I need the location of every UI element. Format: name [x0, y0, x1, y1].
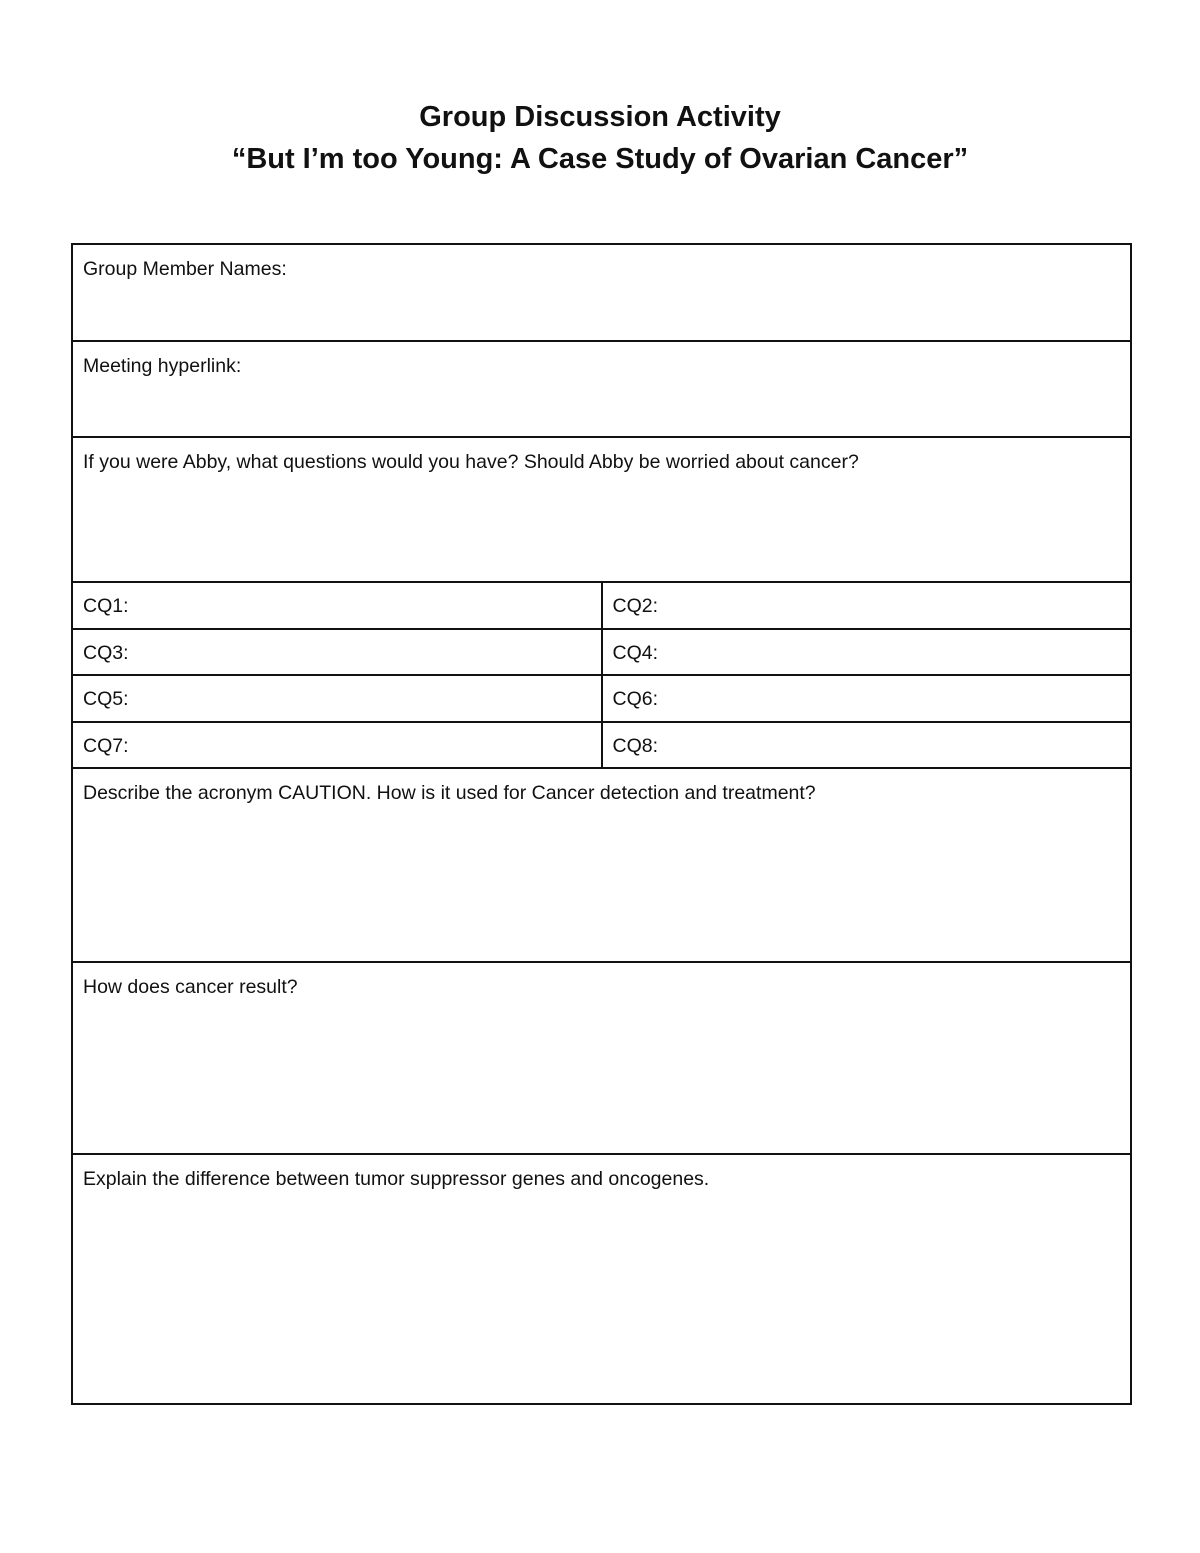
cq6-field[interactable] [602, 675, 1132, 722]
cq8-label: CQ8: [612, 734, 659, 757]
meeting-link-row [72, 341, 1131, 437]
document-subtitle: “But I’m too Young: A Case Study of Ovarian Cancer” [231, 143, 969, 175]
cq7-label: CQ7: [83, 734, 129, 757]
caution-question-label: Describe the acronym CAUTION. How is it used for Cancer detection and treatment? [83, 782, 816, 804]
cq8-field[interactable] [602, 722, 1132, 769]
genes-question-row [72, 1154, 1131, 1404]
cq7-field[interactable] [72, 722, 602, 769]
cq3-label: CQ3: [83, 641, 129, 664]
genes-question-field[interactable] [72, 1154, 1131, 1404]
cq-row [72, 722, 1131, 769]
group-members-field[interactable] [72, 244, 1131, 341]
cq2-label: CQ2: [612, 595, 659, 617]
cq5-label: CQ5: [83, 688, 129, 710]
document-header [0, 96, 1200, 180]
cancer-result-label: How does cancer result? [83, 976, 298, 998]
cq6-label: CQ6: [612, 688, 659, 710]
meeting-link-label: Meeting hyperlink: [83, 355, 242, 377]
cq1-field[interactable] [72, 582, 602, 629]
cancer-result-field[interactable] [72, 962, 1131, 1154]
abby-question-label: If you were Abby, what questions would you have? Should Abby be worried about cancer? [83, 451, 859, 473]
cq-row [72, 582, 1131, 629]
cancer-result-row [72, 962, 1131, 1154]
group-members-label: Group Member Names: [83, 258, 287, 280]
abby-question-row [72, 437, 1131, 582]
cq4-label: CQ4: [612, 641, 659, 664]
caution-question-field[interactable] [72, 768, 1131, 962]
cq4-field[interactable] [602, 629, 1132, 676]
cq-row [72, 629, 1131, 676]
caution-question-row [72, 768, 1131, 962]
worksheet-table [71, 243, 1132, 1405]
cq2-field[interactable] [602, 582, 1132, 629]
meeting-link-field[interactable] [72, 341, 1131, 437]
abby-question-field[interactable] [72, 437, 1131, 582]
cq1-label: CQ1: [83, 595, 129, 617]
genes-question-label: Explain the difference between tumor suppressor genes and oncogenes. [83, 1168, 710, 1190]
cq5-field[interactable] [72, 675, 602, 722]
document-title: Group Discussion Activity [419, 101, 781, 133]
cq3-field[interactable] [72, 629, 602, 676]
group-members-row [72, 244, 1131, 341]
cq-row [72, 675, 1131, 722]
